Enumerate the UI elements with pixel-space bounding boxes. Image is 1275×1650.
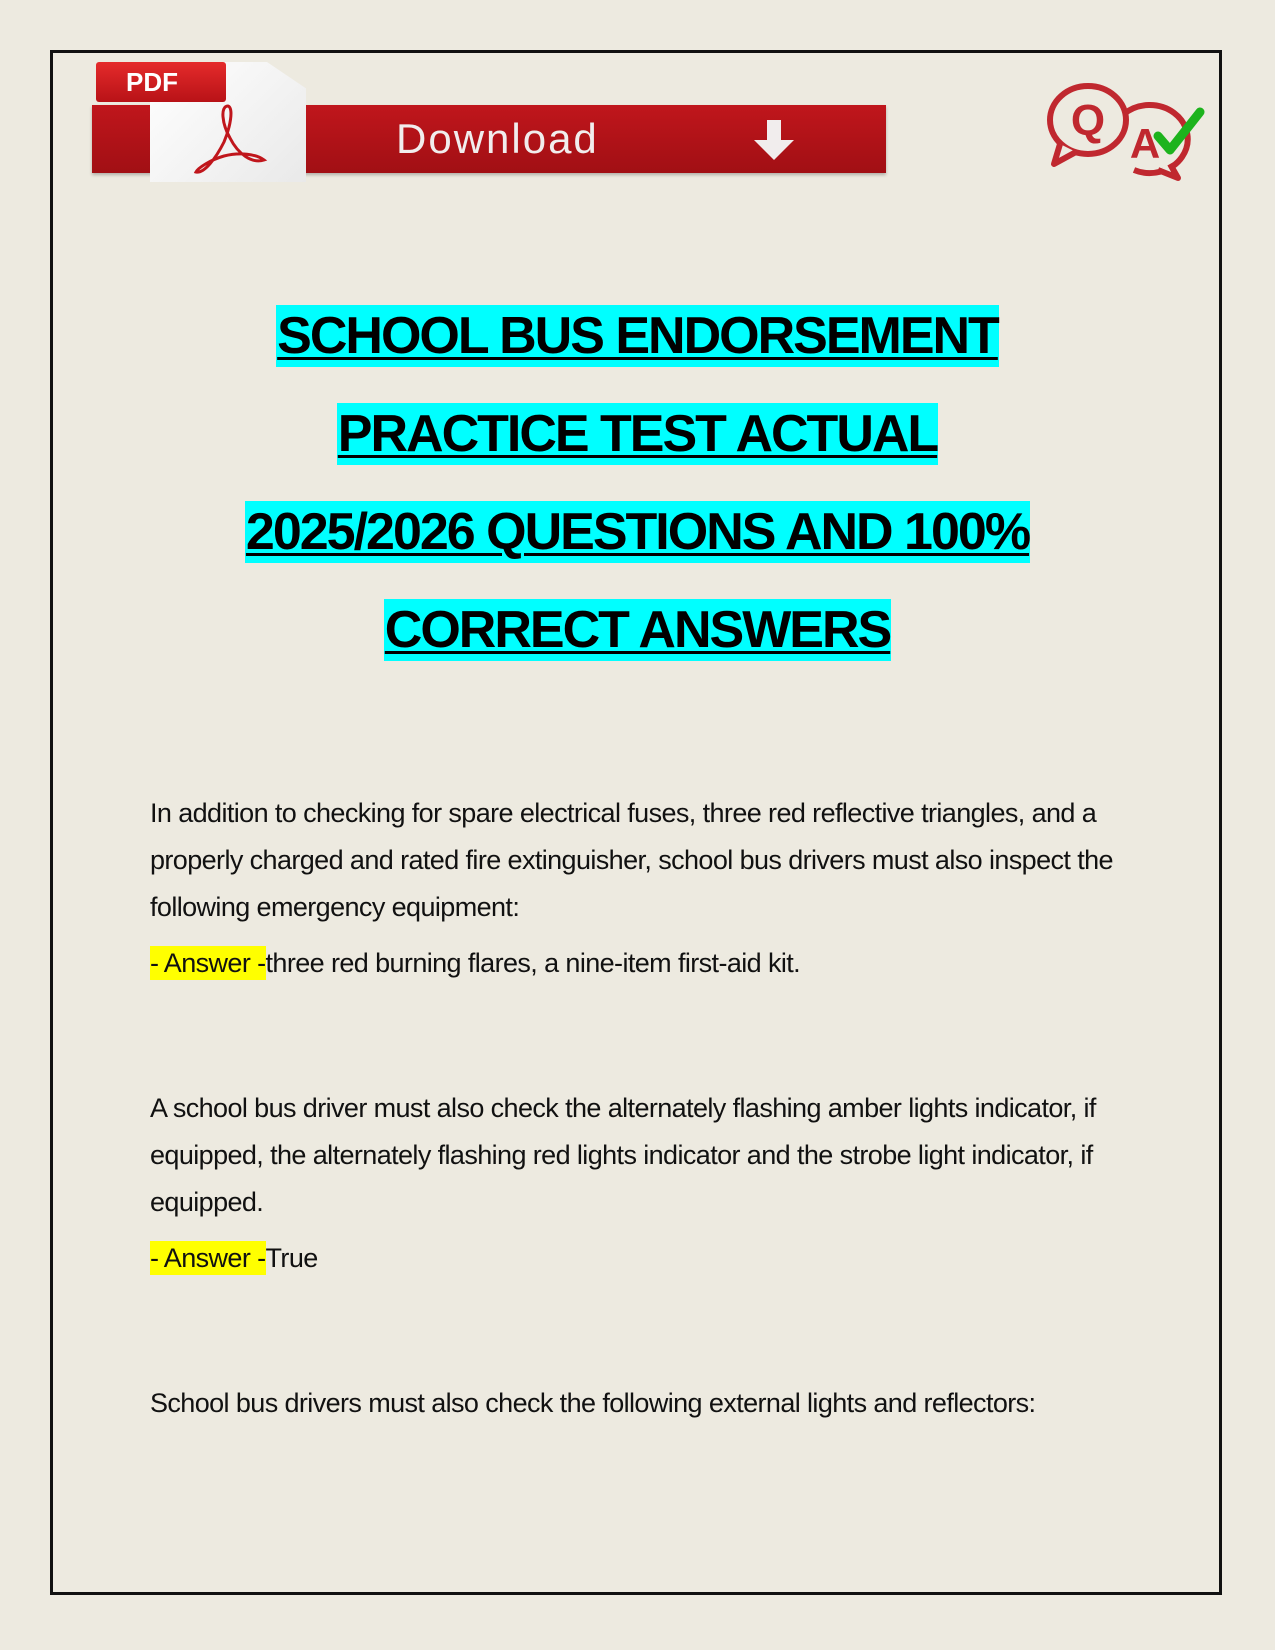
- download-arrow-icon: [752, 118, 796, 162]
- svg-text:A: A: [1129, 120, 1161, 167]
- answer-prefix: - Answer -: [150, 948, 266, 978]
- question-text: In addition to checking for spare electrical fuses, three red reflective triangles, and a properly charged and rated fire extinguisher, school bus drivers must also inspect the following emergency equipment:: [150, 798, 1113, 922]
- qa-item: [150, 1380, 1150, 1427]
- svg-text:Q: Q: [1070, 96, 1106, 145]
- answer-text: True: [265, 1243, 318, 1273]
- title-line-4: CORRECT ANSWERS: [384, 601, 891, 659]
- question-text: A school bus driver must also check the alternately flashing amber lights indicator, if equipped, the alternately flashing red lights indicator and the strobe light indicator, if equipped.: [150, 1093, 1096, 1217]
- download-label: Download: [396, 115, 599, 162]
- answer-line: [150, 945, 1150, 981]
- acrobat-logo-icon: [190, 102, 270, 177]
- title-line-3: 2025/2026 QUESTIONS AND 100%: [245, 503, 1030, 561]
- title-line-1: SCHOOL BUS ENDORSEMENT: [277, 307, 998, 365]
- answer-line: [150, 1240, 1150, 1276]
- title-line-2: PRACTICE TEST ACTUAL: [337, 405, 938, 463]
- answer-prefix: - Answer -: [150, 1243, 266, 1273]
- answer-text: three red burning flares, a nine-item first-aid kit.: [265, 948, 801, 978]
- qa-logo-icon: [1040, 78, 1215, 183]
- qa-item: [150, 790, 1150, 981]
- pdf-download-banner[interactable]: [92, 60, 886, 185]
- qa-item: [150, 1085, 1150, 1276]
- document-title: [60, 305, 1215, 697]
- question-text: School bus drivers must also check the following external lights and reflectors:: [150, 1388, 1036, 1418]
- pdf-label: PDF: [96, 62, 226, 102]
